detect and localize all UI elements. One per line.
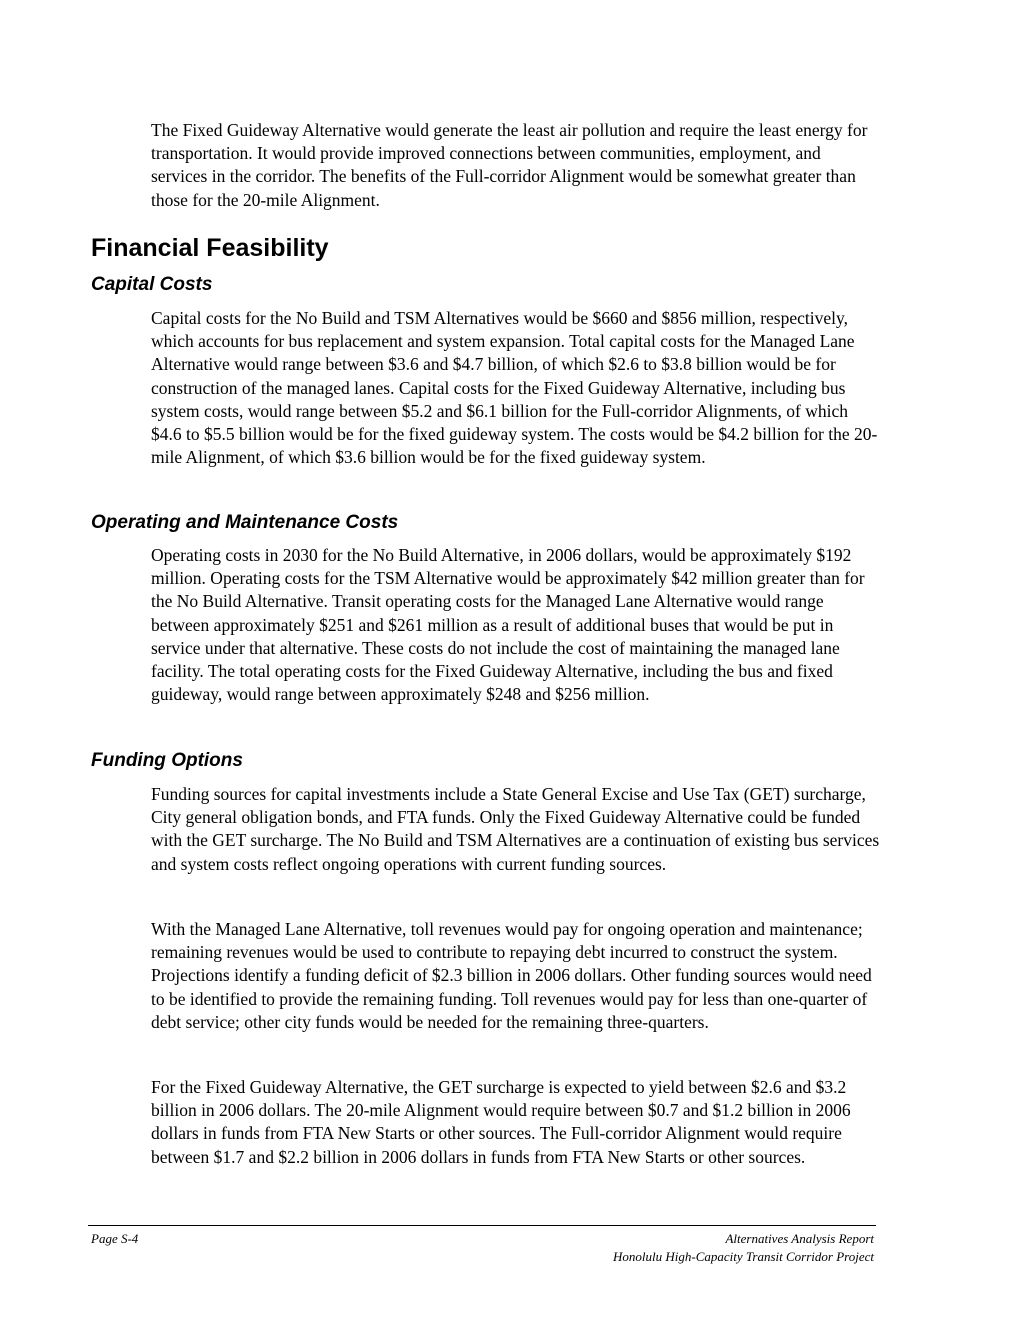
om-costs-heading: Operating and Maintenance Costs <box>91 512 399 533</box>
footer-titles <box>613 1230 874 1266</box>
report-title: Alternatives Analysis Report <box>725 1231 874 1246</box>
section-title: Financial Feasibility <box>91 234 329 262</box>
capital-costs-heading: Capital Costs <box>91 274 213 295</box>
footer-divider <box>88 1225 876 1226</box>
funding-paragraph-2: With the Managed Lane Alternative, toll revenues would pay for ongoing operation and maintenance; remaining revenues would be used to contribute to repaying debt incurred to construct the system. Projections identify a funding deficit of $2.3 billion in 2006 dollars. Other funding sources would need to be identified to provide the remaining funding. Toll revenues would pay for less than one-quarter of debt service; other city funds would be needed for the remaining three-quarters. <box>151 919 872 1032</box>
om-costs-paragraph: Operating costs in 2030 for the No Build Alternative, in 2006 dollars, would be approximately $192 million. Operating costs for the TSM Alternative would be approximately $42 million greater than for the No Build Alternative. Transit operating costs for the Managed Lane Alternative would range between approximately $251 and $261 million as a result of additional buses that would be put in service under that alternative. These costs do not include the cost of maintaining the managed lane facility. The total operating costs for the Fixed Guideway Alternative, including the bus and fixed guideway, would range between approximately $248 and $256 million. <box>151 545 865 705</box>
intro-paragraph: The Fixed Guideway Alternative would generate the least air pollution and require the least energy for transportation. It would provide improved connections between communities, employment, and services in the corridor. The benefits of the Full-corridor Alignment would be somewhat greater than those for the 20-mile Alignment. <box>151 120 868 210</box>
funding-paragraph-3: For the Fixed Guideway Alternative, the GET surcharge is expected to yield between $2.6 and $3.2 billion in 2006 dollars. The 20-mile Alignment would require between $0.7 and $1.2 billion in 2006 dollars in funds from FTA New Starts or other sources. The Full-corridor Alignment would require between $1.7 and $2.2 billion in 2006 dollars in funds from FTA New Starts or other sources. <box>151 1077 851 1167</box>
funding-options-heading: Funding Options <box>91 750 243 771</box>
project-title: Honolulu High-Capacity Transit Corridor Project <box>613 1249 874 1264</box>
page-number: Page S-4 <box>91 1231 139 1246</box>
capital-costs-paragraph: Capital costs for the No Build and TSM Alternatives would be $660 and $856 million, respectively, which accounts for bus replacement and system expansion. Total capital costs for the Managed Lane Alternative would range between $3.6 and $4.7 billion, of which $2.6 to $3.8 billion would be for construction of the managed lanes. Capital costs for the Fixed Guideway Alternative, including bus system costs, would range between $5.2 and $6.1 billion for the Full-corridor Alignments, of which $4.6 to $5.5 billion would be for the fixed guideway system. The costs would be $4.2 billion for the 20-mile Alignment, of which $3.6 billion would be for the fixed guideway system. <box>151 308 878 468</box>
funding-paragraph-1: Funding sources for capital investments include a State General Excise and Use Tax (GET) surcharge, City general obligation bonds, and FTA funds. Only the Fixed Guideway Alternative could be funded with the GET surcharge. The No Build and TSM Alternatives are a continuation of existing bus services and system costs reflect ongoing operations with current funding sources. <box>151 784 880 874</box>
